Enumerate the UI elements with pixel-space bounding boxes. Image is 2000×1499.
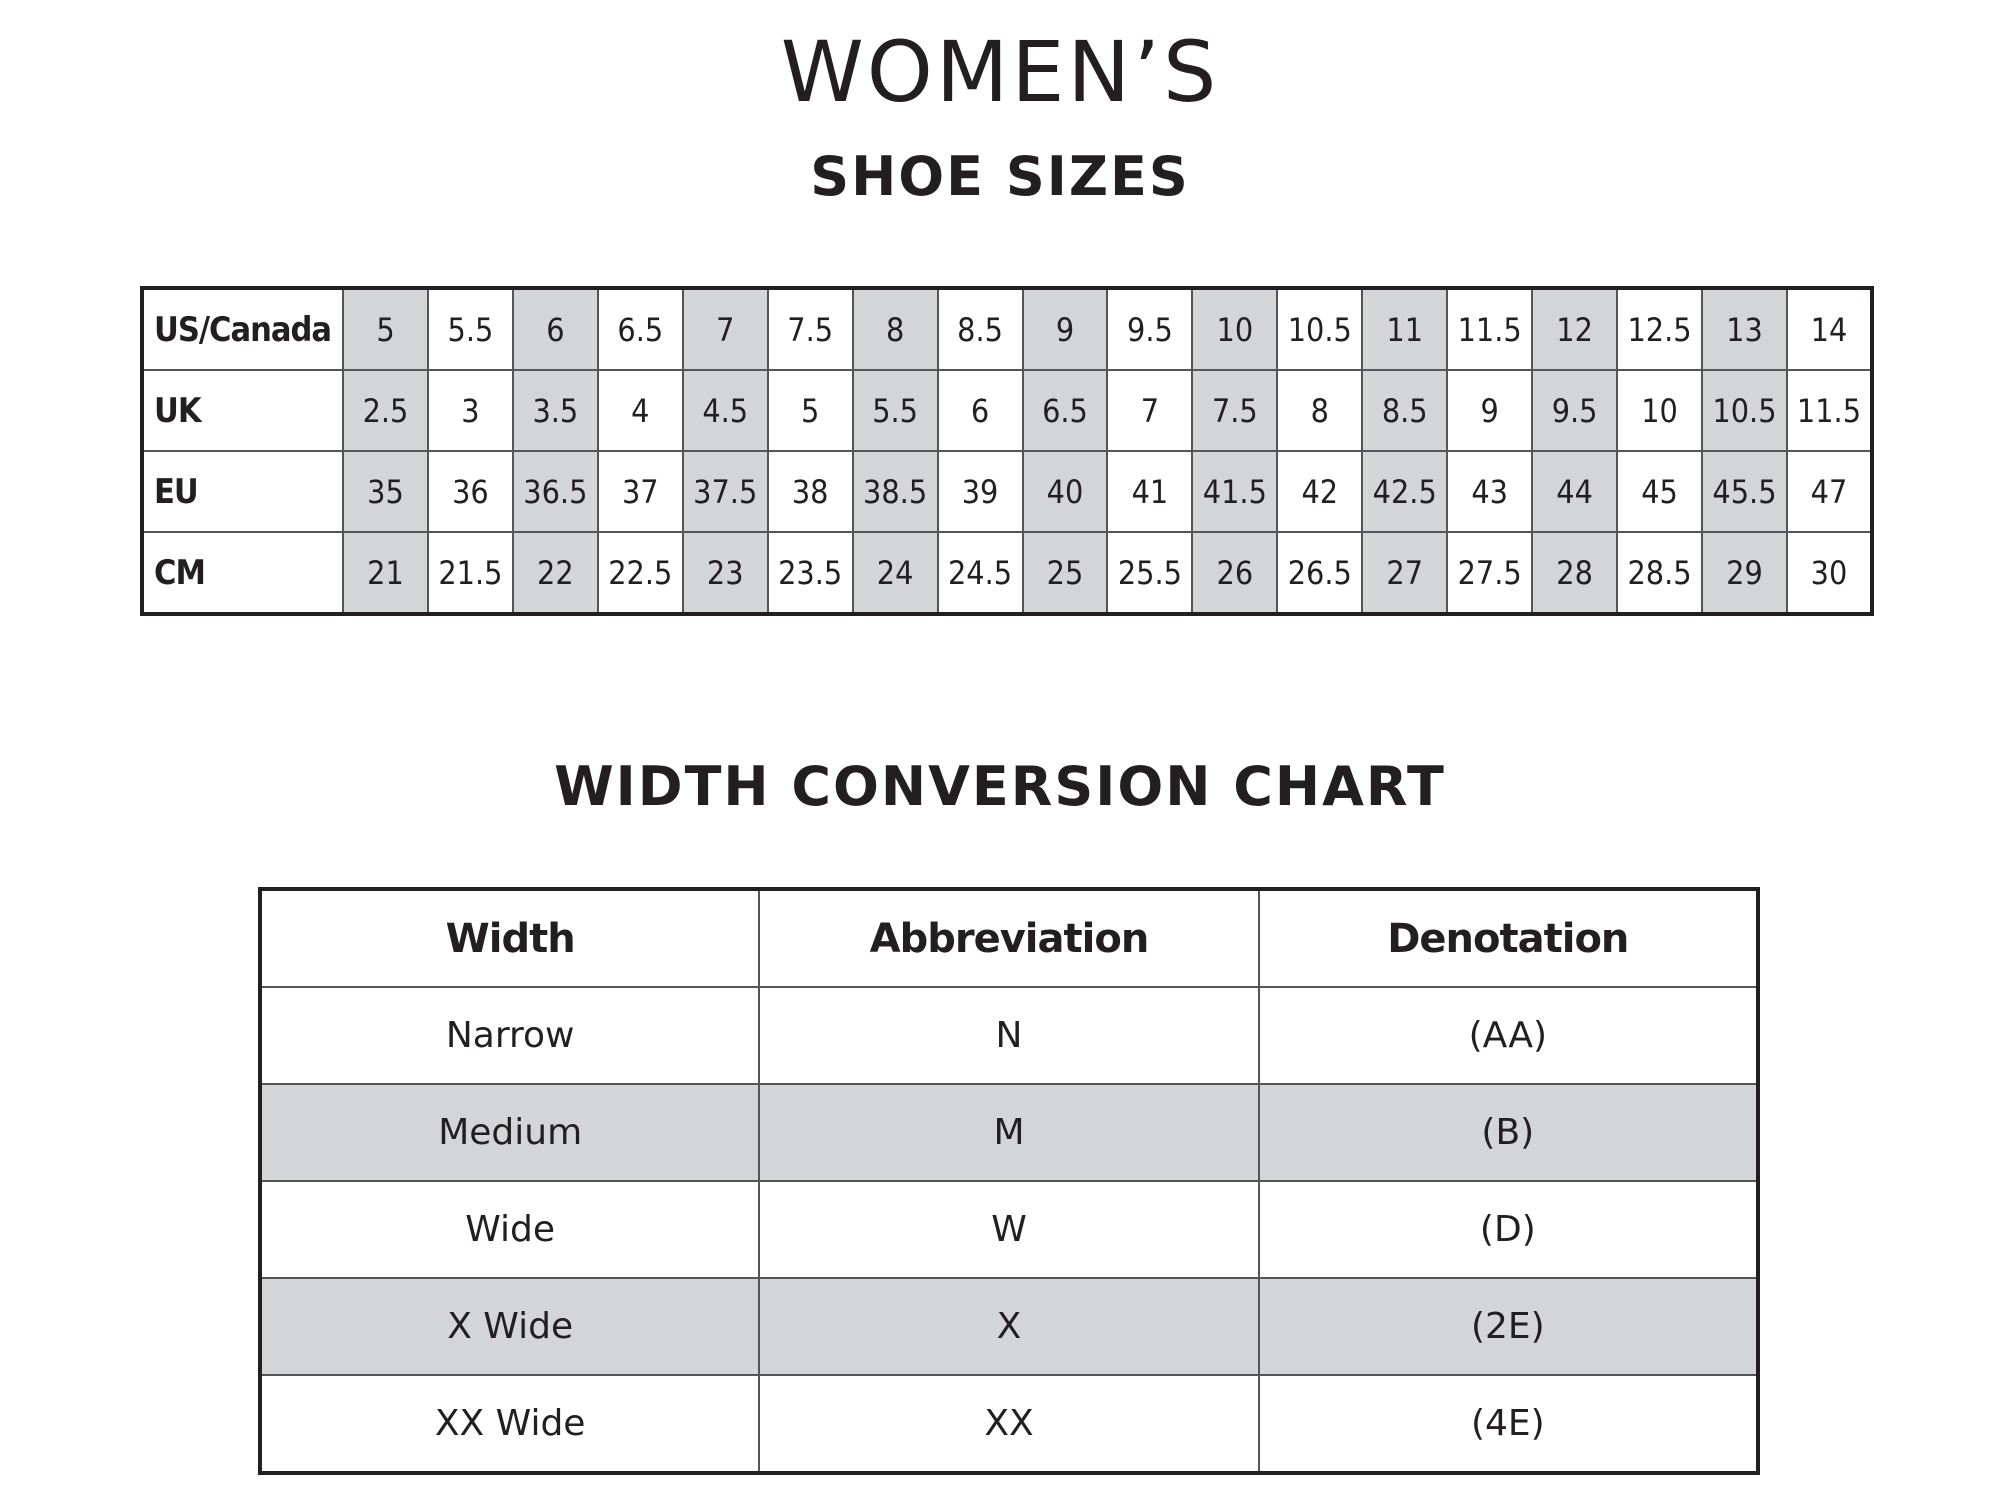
width-table-row (260, 1278, 1758, 1375)
size-cell: 38.5 (853, 451, 938, 532)
size-cell: 42 (1277, 451, 1362, 532)
size-cell: 39 (938, 451, 1023, 532)
size-cell: 22.5 (598, 532, 683, 614)
size-cell: 11.5 (1447, 288, 1532, 370)
size-cell: 38 (768, 451, 853, 532)
size-row-label: UK (142, 370, 343, 451)
size-cell: 10.5 (1277, 288, 1362, 370)
size-cell: 8.5 (938, 288, 1023, 370)
size-cell: 7.5 (1192, 370, 1277, 451)
column-header-width: Width (260, 889, 759, 987)
page-title: WOMEN’S (780, 23, 1220, 121)
size-cell: 45 (1617, 451, 1702, 532)
size-cell: 6 (513, 288, 598, 370)
page-subtitle: SHOE SIZES (810, 145, 1190, 208)
size-cell: 21.5 (428, 532, 513, 614)
size-cell: 8 (853, 288, 938, 370)
size-cell: 30 (1787, 532, 1872, 614)
size-cell: 7.5 (768, 288, 853, 370)
size-cell: 27.5 (1447, 532, 1532, 614)
size-cell: 11 (1362, 288, 1447, 370)
width-table-row (260, 1084, 1758, 1181)
width-cell: Narrow (260, 987, 759, 1084)
abbreviation-cell: XX (759, 1375, 1258, 1473)
size-cell: 4 (598, 370, 683, 451)
size-cell: 9 (1023, 288, 1108, 370)
width-table-header-row (260, 889, 1758, 987)
size-cell: 28 (1532, 532, 1617, 614)
size-cell: 2.5 (343, 370, 428, 451)
size-cell: 25.5 (1107, 532, 1192, 614)
column-header-denotation: Denotation (1259, 889, 1758, 987)
denotation-cell: (2E) (1259, 1278, 1758, 1375)
size-cell: 36 (428, 451, 513, 532)
size-cell: 24.5 (938, 532, 1023, 614)
size-cell: 13 (1702, 288, 1787, 370)
width-cell: Medium (260, 1084, 759, 1181)
row-uk (142, 370, 1872, 451)
size-row-label: EU (142, 451, 343, 532)
size-row-label: CM (142, 532, 343, 614)
width-chart-title: WIDTH CONVERSION CHART (554, 755, 1446, 818)
size-cell: 27 (1362, 532, 1447, 614)
size-cell: 10 (1192, 288, 1277, 370)
size-cell: 8.5 (1362, 370, 1447, 451)
row-eu (142, 451, 1872, 532)
size-cell: 6.5 (1023, 370, 1108, 451)
column-header-abbreviation: Abbreviation (759, 889, 1258, 987)
size-cell: 4.5 (683, 370, 768, 451)
size-cell: 35 (343, 451, 428, 532)
size-cell: 9.5 (1532, 370, 1617, 451)
size-cell: 28.5 (1617, 532, 1702, 614)
size-cell: 14 (1787, 288, 1872, 370)
row-cm (142, 532, 1872, 614)
size-cell: 43 (1447, 451, 1532, 532)
size-cell: 10.5 (1702, 370, 1787, 451)
size-cell: 41 (1107, 451, 1192, 532)
size-cell: 5 (768, 370, 853, 451)
width-table-row (260, 1375, 1758, 1473)
width-cell: Wide (260, 1181, 759, 1278)
width-cell: X Wide (260, 1278, 759, 1375)
size-cell: 21 (343, 532, 428, 614)
size-cell: 11.5 (1787, 370, 1872, 451)
size-cell: 5 (343, 288, 428, 370)
size-cell: 44 (1532, 451, 1617, 532)
width-table-row (260, 987, 1758, 1084)
size-cell: 5.5 (853, 370, 938, 451)
shoe-size-table (140, 286, 1874, 616)
size-cell: 26.5 (1277, 532, 1362, 614)
size-cell: 25 (1023, 532, 1108, 614)
abbreviation-cell: W (759, 1181, 1258, 1278)
size-cell: 36.5 (513, 451, 598, 532)
size-cell: 37.5 (683, 451, 768, 532)
size-cell: 23 (683, 532, 768, 614)
size-cell: 22 (513, 532, 598, 614)
size-cell: 10 (1617, 370, 1702, 451)
size-cell: 5.5 (428, 288, 513, 370)
size-cell: 42.5 (1362, 451, 1447, 532)
width-conversion-table (258, 887, 1760, 1475)
size-cell: 8 (1277, 370, 1362, 451)
size-cell: 29 (1702, 532, 1787, 614)
size-cell: 26 (1192, 532, 1277, 614)
size-row-label: US/Canada (142, 288, 343, 370)
size-cell: 47 (1787, 451, 1872, 532)
abbreviation-cell: M (759, 1084, 1258, 1181)
abbreviation-cell: X (759, 1278, 1258, 1375)
size-cell: 12 (1532, 288, 1617, 370)
size-cell: 23.5 (768, 532, 853, 614)
denotation-cell: (D) (1259, 1181, 1758, 1278)
size-cell: 37 (598, 451, 683, 532)
size-cell: 7 (683, 288, 768, 370)
size-cell: 40 (1023, 451, 1108, 532)
size-cell: 9 (1447, 370, 1532, 451)
size-cell: 6.5 (598, 288, 683, 370)
denotation-cell: (AA) (1259, 987, 1758, 1084)
denotation-cell: (B) (1259, 1084, 1758, 1181)
denotation-cell: (4E) (1259, 1375, 1758, 1473)
size-cell: 41.5 (1192, 451, 1277, 532)
row-us-canada (142, 288, 1872, 370)
size-cell: 24 (853, 532, 938, 614)
abbreviation-cell: N (759, 987, 1258, 1084)
size-cell: 9.5 (1107, 288, 1192, 370)
size-cell: 3.5 (513, 370, 598, 451)
size-cell: 3 (428, 370, 513, 451)
size-cell: 7 (1107, 370, 1192, 451)
width-cell: XX Wide (260, 1375, 759, 1473)
size-cell: 45.5 (1702, 451, 1787, 532)
width-table-row (260, 1181, 1758, 1278)
size-cell: 6 (938, 370, 1023, 451)
size-cell: 12.5 (1617, 288, 1702, 370)
